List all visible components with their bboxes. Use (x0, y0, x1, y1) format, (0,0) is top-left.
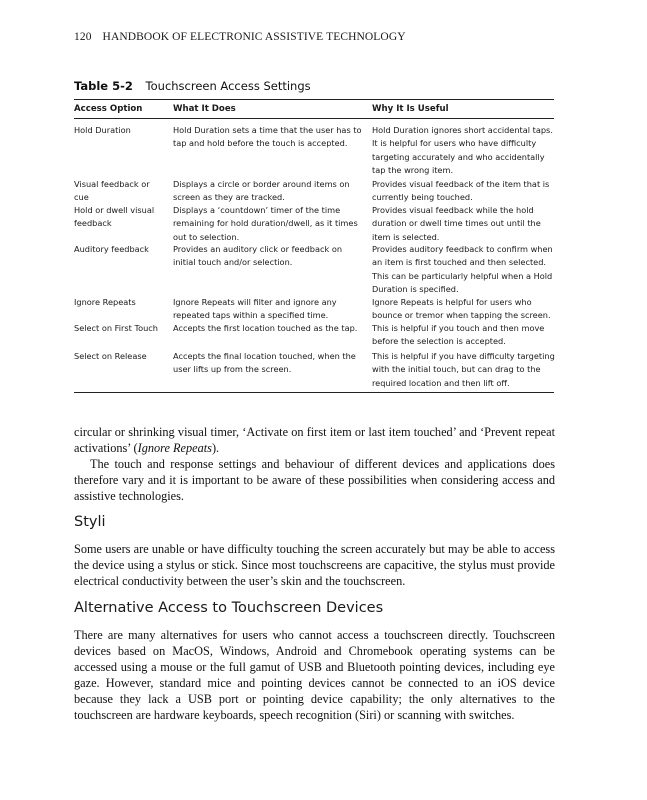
table-cell-what: Displays a ‘countdown’ timer of the time remaining for hold duration/dwell, as it times out to selection. (173, 205, 358, 242)
body-text-run: circular or shrinking visual timer, ‘Activate on first item or last item touched’ and ‘Prevent repeat activations’ ( (74, 425, 555, 455)
section-heading-styli: Styli (74, 514, 106, 530)
table-cell-option: Hold or dwell visual feedback (74, 205, 155, 229)
table-bottom-rule (74, 392, 554, 393)
table-cell-what: Accepts the final location touched, when the user lifts up from the screen. (173, 351, 356, 375)
table-header-access-option: Access Option (74, 104, 143, 114)
table-cell-why: Hold Duration ignores short accidental taps. It is helpful for users who have difficulty targeting accurately and who accidentally tap the wrong item. (372, 125, 553, 176)
body-paragraph: The touch and response settings and behaviour of different devices and applications does therefore vary and it is important to be aware of these possibilities when considering access and assistive technologies. (74, 457, 555, 503)
table-caption (74, 79, 311, 93)
table-cell-why: Provides visual feedback of the item that is currently being touched. (372, 179, 550, 203)
table-number: Table 5-2 (74, 79, 133, 93)
table-cell-option: Visual feedback or cue (74, 179, 150, 203)
table-cell-what: Ignore Repeats will filter and ignore any repeated taps within a specified time. (173, 297, 337, 321)
table-cell-why: This is helpful if you have difficulty targeting with the initial touch, but can drag to the required location and then lift off. (372, 351, 555, 388)
table-cell-what: Displays a circle or border around items on screen as they are tracked. (173, 179, 350, 203)
running-head (74, 31, 406, 43)
table-cell-option: Ignore Repeats (74, 297, 136, 307)
table-title: Touchscreen Access Settings (145, 79, 311, 93)
table-header-what-it-does: What It Does (173, 104, 236, 114)
table-header-rule (74, 118, 554, 119)
body-text-run: ). (211, 441, 220, 455)
table-header-why-useful: Why It Is Useful (372, 104, 449, 114)
running-head-title: HANDBOOK OF ELECTRONIC ASSISTIVE TECHNOLOGY (102, 31, 406, 43)
table-cell-why: Provides auditory feedback to confirm when an item is first touched and then selected. This can be particularly helpful when a Hold Duration is specified. (372, 244, 553, 295)
table-cell-what: Provides an auditory click or feedback on initial touch and/or selection. (173, 244, 343, 268)
section-heading-alternative-access: Alternative Access to Touchscreen Devices (74, 600, 384, 616)
table-cell-option: Select on First Touch (74, 323, 158, 333)
table-cell-why: Provides visual feedback while the hold duration or dwell time times out until the item is selected. (372, 205, 541, 242)
table-cell-option: Hold Duration (74, 125, 131, 135)
table-cell-why: This is helpful if you touch and then move before the selection is accepted. (372, 323, 545, 347)
page-number: 120 (74, 31, 92, 43)
body-paragraph: There are many alternatives for users who cannot access a touchscreen directly. Touchscreen devices based on MacOS, Windows, Android and Chromebook operating systems can be accessed using a mouse or the full gamut of USB and Bluetooth pointing devices, including eye gaze. However, standard mice and pointing devices cannot be connected to an iOS device because they lack a USB port or pointing device capability; the only alternatives to the touchscreen are hardware keyboards, speech recognition (Siri) or scanning with switches. (74, 628, 555, 722)
table-cell-what: Hold Duration sets a time that the user has to tap and hold before the touch is accepted. (173, 125, 362, 149)
body-paragraph-continued (74, 424, 555, 456)
body-paragraph: Some users are unable or have difficulty touching the screen accurately but may be able to access the device using a stylus or stick. Since most touchscreens are capacitive, the stylus must provide electrical conductivity between the user’s skin and the touchscreen. (74, 542, 555, 588)
table-cell-option: Auditory feedback (74, 244, 149, 254)
body-italic-term: Ignore Repeats (137, 441, 212, 455)
table-cell-why: Ignore Repeats is helpful for users who bounce or tremor when tapping the screen. (372, 297, 551, 321)
table-cell-option: Select on Release (74, 351, 147, 361)
table-cell-what: Accepts the first location touched as the tap. (173, 323, 358, 333)
table-top-rule (74, 99, 554, 100)
